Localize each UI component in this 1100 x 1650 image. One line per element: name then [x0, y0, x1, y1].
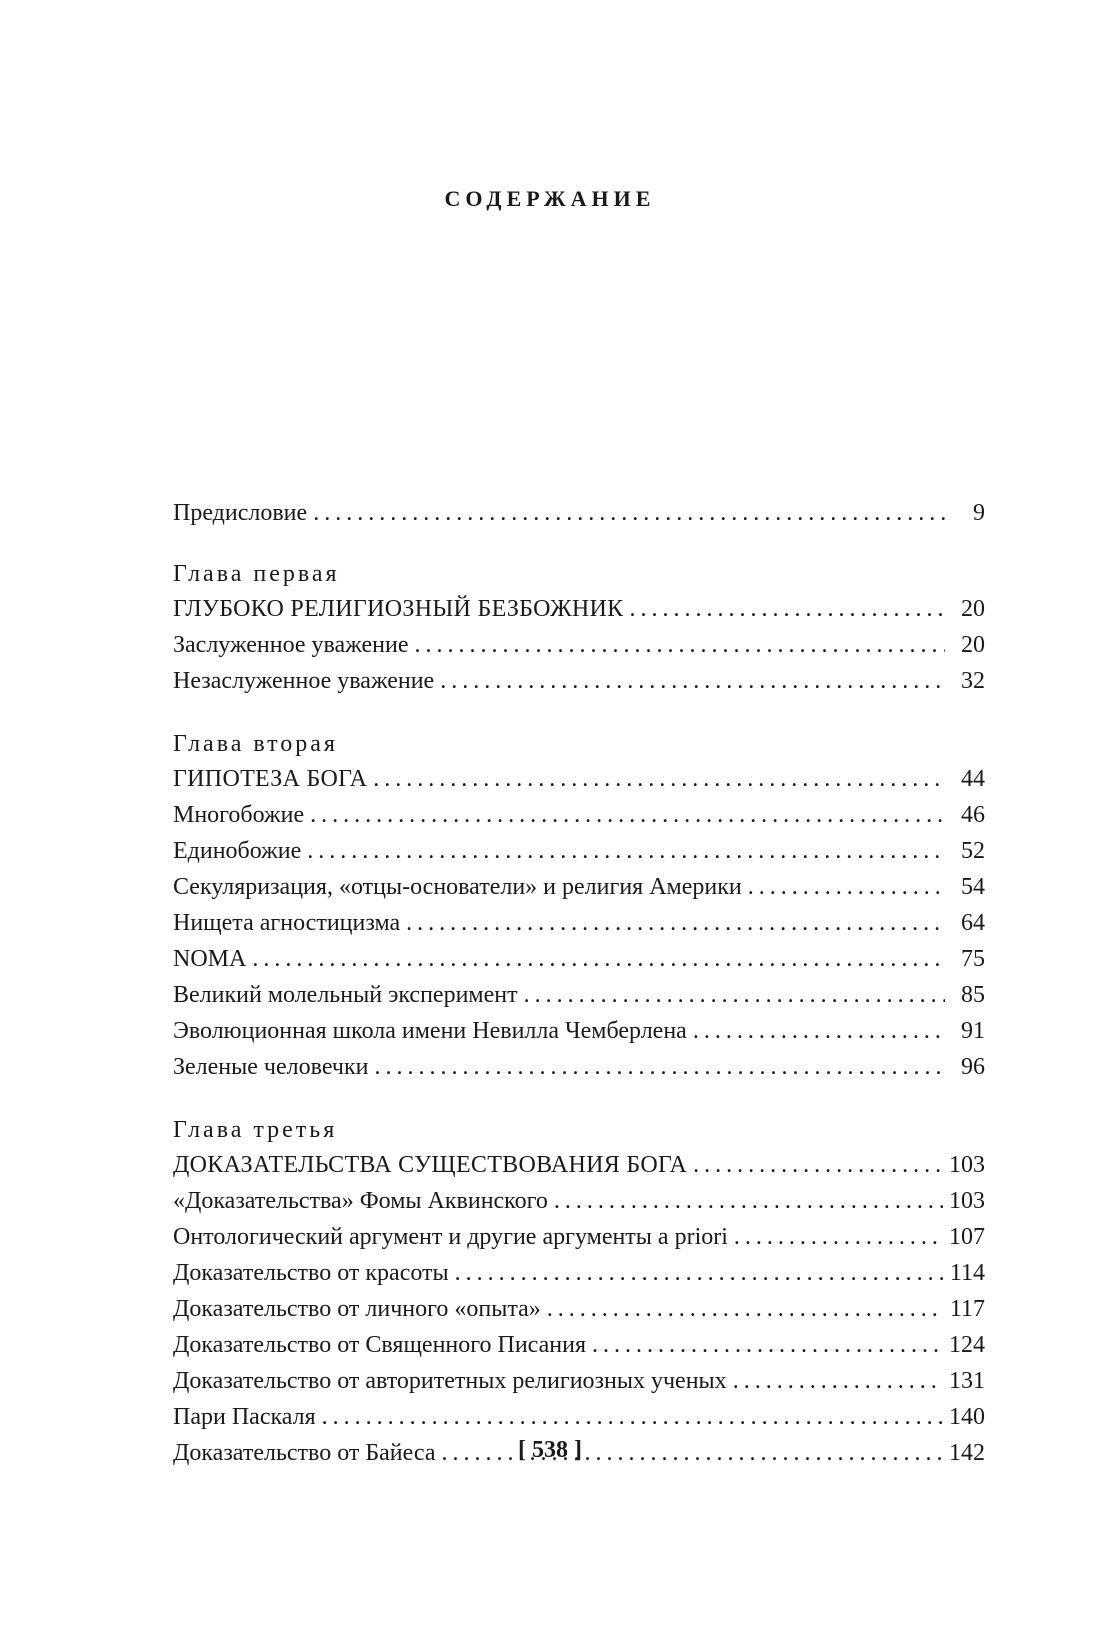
toc-entry-text: Многобожие — [173, 802, 305, 828]
toc-entry-preface[interactable] — [173, 495, 985, 531]
toc-entry[interactable] — [173, 905, 985, 941]
dot-leader — [307, 833, 945, 869]
toc-page-number: 103 — [949, 1188, 985, 1214]
toc-page-number: 103 — [949, 1152, 985, 1178]
toc-entry[interactable] — [173, 941, 985, 977]
toc-entry-text: Великий молельный эксперимент — [173, 982, 518, 1008]
toc-page-number: 140 — [949, 1404, 985, 1430]
toc-page-number: 20 — [961, 632, 985, 658]
toc-page-number: 85 — [961, 982, 985, 1008]
toc-entry[interactable] — [173, 797, 985, 833]
dot-leader — [748, 869, 945, 905]
dot-leader — [406, 905, 945, 941]
toc-entry-text: Незаслуженное уважение — [173, 668, 435, 694]
toc-page-number: 20 — [961, 596, 985, 622]
toc-entry[interactable] — [173, 833, 985, 869]
toc-entry[interactable] — [173, 869, 985, 905]
toc-entry-text: Зеленые человечки — [173, 1054, 369, 1080]
toc-chapter-title[interactable] — [173, 1147, 985, 1183]
dot-leader — [455, 1255, 944, 1291]
toc-entry-text: NOMA — [173, 946, 247, 972]
dot-leader — [734, 1219, 943, 1255]
toc-entry[interactable] — [173, 1049, 985, 1085]
toc-page-number: 114 — [949, 1260, 985, 1286]
dot-leader — [440, 663, 945, 699]
toc-entry[interactable] — [173, 1219, 985, 1255]
toc-entry-text: Доказательство от авторитетных религиозных ученых — [173, 1368, 727, 1394]
toc-entry[interactable] — [173, 1013, 985, 1049]
toc-entry[interactable] — [173, 1255, 985, 1291]
dot-leader — [414, 627, 945, 663]
chapter-label: Глава третья — [173, 1117, 338, 1143]
toc-entry[interactable] — [173, 1183, 985, 1219]
toc-page-number: 75 — [961, 946, 985, 972]
toc-entry[interactable] — [173, 1327, 985, 1363]
toc-chapter-title[interactable] — [173, 591, 985, 627]
dot-leader — [693, 1013, 945, 1049]
toc-entry-text: Эволюционная школа имени Невилла Чемберлена — [173, 1018, 687, 1044]
dot-leader — [373, 761, 945, 797]
toc-page-number: 124 — [949, 1332, 985, 1358]
toc-entry[interactable] — [173, 663, 985, 699]
toc-entry-text: Доказательство от Байеса — [173, 1440, 436, 1466]
toc-page-number: 142 — [949, 1440, 985, 1466]
toc-entry-text: Предисловие — [173, 500, 308, 526]
toc-entry-text: Секуляризация, «отцы-основатели» и религия Америки — [173, 874, 742, 900]
toc-entry-text: Единобожие — [173, 838, 302, 864]
toc-page-number: 54 — [961, 874, 985, 900]
page-number: [ 538 ] — [518, 1437, 582, 1463]
toc-entry-text: ГЛУБОКО РЕЛИГИОЗНЫЙ БЕЗБОЖНИК — [173, 596, 624, 622]
toc-entry-text: Пари Паскаля — [173, 1404, 316, 1430]
toc-page-number: 44 — [961, 766, 985, 792]
dot-leader — [554, 1183, 943, 1219]
dot-leader — [693, 1147, 943, 1183]
chapter-label: Глава вторая — [173, 731, 338, 757]
table-of-contents — [173, 495, 985, 1471]
dot-leader — [313, 495, 945, 531]
dot-leader — [252, 941, 945, 977]
toc-page-number: 96 — [961, 1054, 985, 1080]
toc-page-number: 46 — [961, 802, 985, 828]
page-title: СОДЕРЖАНИЕ — [444, 186, 656, 211]
toc-entry[interactable] — [173, 1399, 985, 1435]
toc-entry[interactable] — [173, 977, 985, 1013]
dot-leader — [547, 1291, 944, 1327]
toc-chapter-title[interactable] — [173, 761, 985, 797]
toc-entry[interactable] — [173, 1363, 985, 1399]
toc-page-number: 9 — [973, 500, 985, 526]
dot-leader — [524, 977, 945, 1013]
toc-entry-text: Доказательство от личного «опыта» — [173, 1296, 541, 1322]
toc-entry-text: Нищета агностицизма — [173, 910, 401, 936]
toc-page-number: 32 — [961, 668, 985, 694]
toc-entry[interactable] — [173, 627, 985, 663]
dot-leader — [629, 591, 945, 627]
dot-leader — [322, 1399, 943, 1435]
dot-leader — [733, 1363, 943, 1399]
toc-page-number: 117 — [949, 1296, 985, 1322]
dot-leader — [310, 797, 945, 833]
toc-entry-text: Доказательство от Священного Писания — [173, 1332, 587, 1358]
dot-leader — [592, 1327, 943, 1363]
chapter-label: Глава первая — [173, 561, 340, 587]
toc-page-number: 52 — [961, 838, 985, 864]
toc-entry[interactable] — [173, 1291, 985, 1327]
toc-page-number: 64 — [961, 910, 985, 936]
toc-entry-text: Онтологический аргумент и другие аргументы a priori — [173, 1224, 728, 1250]
toc-entry-text: ГИПОТЕЗА БОГА — [173, 766, 368, 792]
toc-page-number: 131 — [949, 1368, 985, 1394]
toc-page-number: 107 — [949, 1224, 985, 1250]
toc-entry-text: Заслуженное уважение — [173, 632, 409, 658]
dot-leader — [374, 1049, 945, 1085]
toc-page-number: 91 — [961, 1018, 985, 1044]
toc-entry-text: «Доказательства» Фомы Аквинского — [173, 1188, 548, 1214]
toc-entry-text: ДОКАЗАТЕЛЬСТВА СУЩЕСТВОВАНИЯ БОГА — [173, 1152, 688, 1178]
toc-entry-text: Доказательство от красоты — [173, 1260, 449, 1286]
